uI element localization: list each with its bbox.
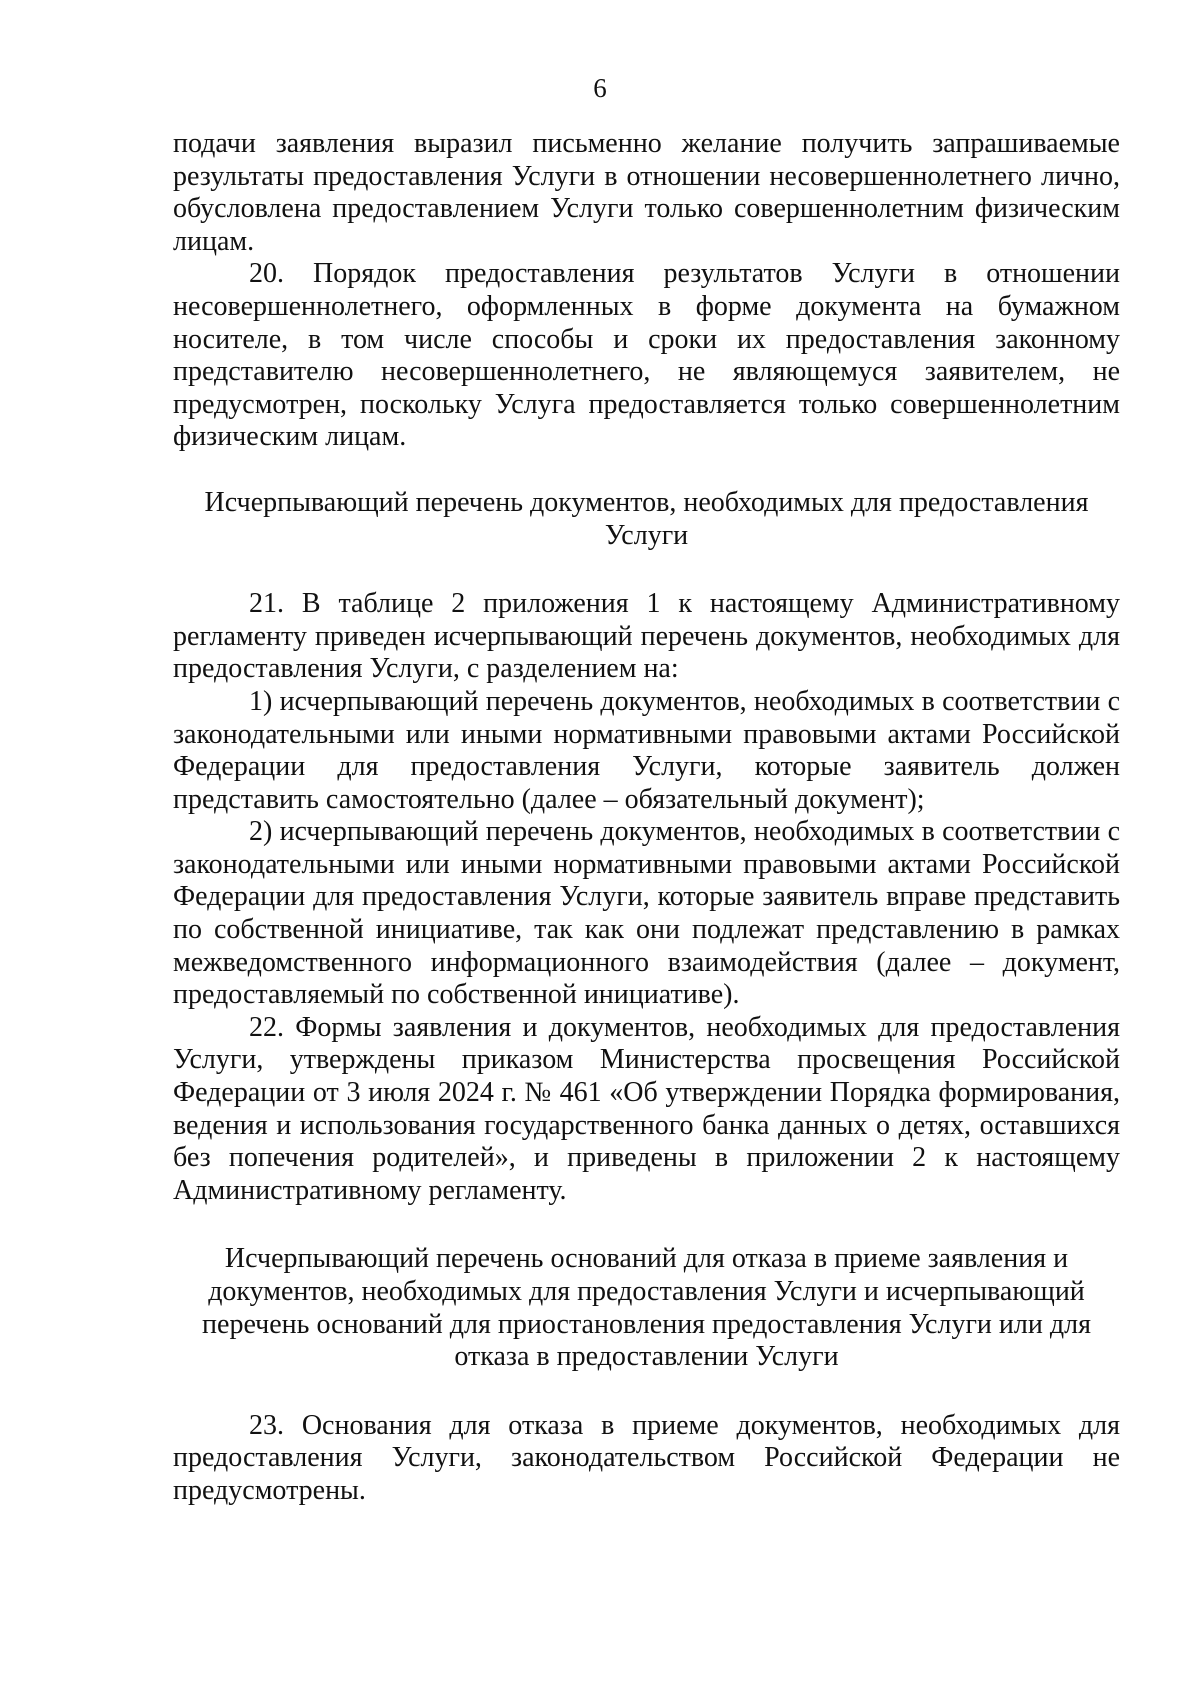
- paragraph-continuation: подачи заявления выразил письменно желание получить запрашиваемые результаты предоставления Услуги в отношении несовершеннолетнего лично, обусловлена предоставлением Услуги только совершеннолетним физическим лицам.: [173, 128, 1120, 257]
- document-body: [173, 128, 1120, 1508]
- page-number: 6: [593, 73, 607, 103]
- paragraph-21-item-2: 2) исчерпывающий перечень документов, необходимых в соответствии с законодательными или иными нормативными правовыми актами Российской Федерации для предоставления Услуги, которые заявитель вправе представить по собственной инициативе, так как они подлежат представлению в рамках межведомственного информационного взаимодействия (далее – документ, предоставляемый по собственной инициативе).: [173, 816, 1120, 1011]
- section-heading-documents: Исчерпывающий перечень документов, необходимых для предоставления Услуги: [204, 486, 1089, 551]
- section-heading-refusal-grounds: Исчерпывающий перечень оснований для отказа в приеме заявления и документов, необходимых для предоставления Услуги и исчерпывающий перечень оснований для приостановления предоставления Услуги или для отказа в предоставлении Услуги: [202, 1243, 1091, 1373]
- paragraph-21-item-1: 1) исчерпывающий перечень документов, необходимых в соответствии с законодательными или иными нормативными правовыми актами Российской Федерации для предоставления Услуги, которые заявитель должен представить самостоятельно (далее – обязательный документ);: [173, 685, 1120, 815]
- paragraph-20: 20. Порядок предоставления результатов Услуги в отношении несовершеннолетнего, оформленных в форме документа на бумажном носителе, в том числе способы и сроки их предоставления законному представителю несовершеннолетнего, не являющемуся заявителем, не предусмотрен, поскольку Услуга предоставляется только совершеннолетним физическим лицам.: [173, 258, 1120, 453]
- paragraph-21: 21. В таблице 2 приложения 1 к настоящему Административному регламенту приведен исчерпывающий перечень документов, необходимых для предоставления Услуги, с разделением на:: [173, 588, 1120, 685]
- paragraph-23: 23. Основания для отказа в приеме документов, необходимых для предоставления Услуги, законодательством Российской Федерации не предусмотрены.: [173, 1409, 1120, 1506]
- paragraph-22: 22. Формы заявления и документов, необходимых для предоставления Услуги, утверждены приказом Министерства просвещения Российской Федерации от 3 июля 2024 г. № 461 «Об утверждении Порядка формирования, ведения и использования государственного банка данных о детях, оставшихся без попечения родителей», и приведены в приложении 2 к настоящему Административному регламенту.: [173, 1011, 1120, 1206]
